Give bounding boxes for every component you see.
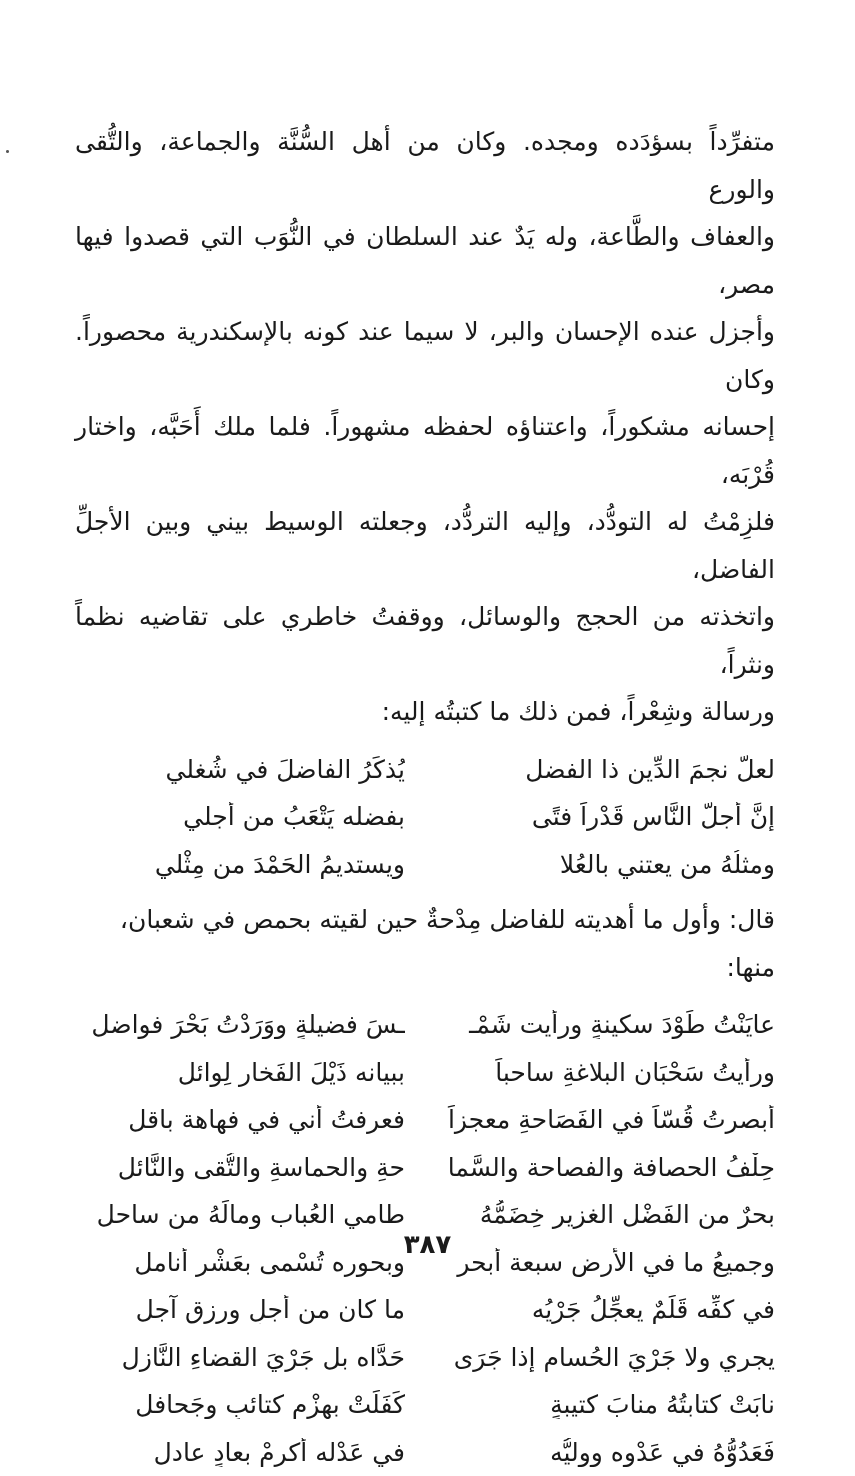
- scan-speck: [6, 150, 9, 153]
- verse-line: [75, 1096, 775, 1144]
- second-hemistich: يُذكِّرُ الفاضلَ في شُغلي: [75, 755, 405, 784]
- verse-line: [75, 1334, 775, 1382]
- poem-one: [75, 746, 775, 889]
- first-hemistich: ومثلُهُ من يعتني بالعُلا: [445, 850, 775, 879]
- verse-line: [75, 1049, 775, 1097]
- text-line: واتخذته من الحجج والوسائل، ووقفتُ خاطري على تقاضيه نظماً ونثراً،: [75, 593, 775, 688]
- second-hemistich: ببيانه ذَيْلَ الفَخارِ لِوائلِ: [75, 1058, 405, 1087]
- verse-line: [75, 1381, 775, 1429]
- verse-line: [75, 1429, 775, 1476]
- second-hemistich: في عَدْله أكرِمْ بعادٍ عادلِ: [75, 1438, 405, 1467]
- first-hemistich: في كفِّه قَلَمٌ يعجِّلُ جَرْيُه: [445, 1295, 775, 1324]
- spacer: [75, 888, 775, 896]
- text-line: فلزِمْتُ له التودُّد، وإليه التردُّد، وجعلته الوسيط بيني وبين الأجلِّ الفاضل،: [75, 498, 775, 593]
- book-page: [75, 118, 775, 1476]
- verse-line: [75, 1001, 775, 1049]
- second-hemistich: حَدَّاه بل جَرْيَ القضاءِ النَّازلِ: [75, 1343, 405, 1372]
- verse-line: [75, 1286, 775, 1334]
- verse-line: [75, 841, 775, 889]
- second-hemistich: بفضله يَتْعَبُ من أجلي: [75, 802, 405, 831]
- text-line: متفرِّداً بسؤدَده ومجده. وكان من أهل السُّنَّة والجماعة، والتُّقى والورع: [75, 118, 775, 213]
- text-line: قال: وأول ما أهديته للفاضل مِدْحةٌ حين لقيته بحمص في شعبان،: [75, 896, 775, 944]
- second-hemistich: حةِ والحماسةِ والتُّقى والنَّائلِ: [75, 1153, 405, 1182]
- text-line: إحسانه مشكوراً، واعتناؤه لحفظه مشهوراً. فلما ملك أَحَبَّه، واختار قُرْبَه،: [75, 403, 775, 498]
- second-hemistich: فعرفتُ أني في فهاهة باقلِ: [75, 1105, 405, 1134]
- first-hemistich: حِلْفُ الحصافة والفصاحة والسَّما: [445, 1153, 775, 1182]
- first-hemistich: فَعَدُوُّهُ في عَدْوه ووليُّه: [445, 1438, 775, 1467]
- second-hemistich: طامي العُباب ومالَهُ من ساحلِ: [75, 1200, 405, 1229]
- first-hemistich: ورأيتُ سَحْبَان البلاغةِ ساحباً: [445, 1058, 775, 1087]
- text-line: منها:: [75, 944, 775, 992]
- second-hemistich: وبحوره تُسْمى بعَشْرِ أناملِ: [75, 1248, 405, 1277]
- first-hemistich: لعلَّ نجمَ الدِّين ذا الفضل: [445, 755, 775, 784]
- second-hemistich: ويستديمُ الحَمْدَ من مِثْلي: [75, 850, 405, 879]
- verse-line: [75, 793, 775, 841]
- intro-paragraph: [75, 118, 775, 736]
- verse-line: [75, 746, 775, 794]
- middle-paragraph: [75, 896, 775, 991]
- first-hemistich: يجري ولا جَرْيَ الحُسامِ إذا جَرَى: [445, 1343, 775, 1372]
- text-line: وأجزل عنده الإحسان والبر، لا سيما عند كونه بالإسكندرية محصوراً. وكان: [75, 308, 775, 403]
- first-hemistich: بحرٌ من الفَضْلِ الغزيرِ خِضَمُّهُ: [445, 1200, 775, 1229]
- first-hemistich: إنَّ أجلَّ النَّاسِ قَدْراً فتًى: [445, 802, 775, 831]
- first-hemistich: وجميعُ ما في الأرض سبعة أبحر: [445, 1248, 775, 1277]
- page-number: ٣٨٧: [0, 1230, 855, 1260]
- first-hemistich: عايَنْتُ طَوْدَ سكينةٍ ورأيت شَمْـ: [445, 1010, 775, 1039]
- text-line: والعفاف والطَّاعة، وله يَدٌ عند السلطان في النُّوَب التي قصدوا فيها مصر،: [75, 213, 775, 308]
- first-hemistich: أبصرتُ قُسّاً في الفَصَاحةِ معجزاً: [445, 1105, 775, 1134]
- text-line: ورسالة وشِعْراً، فمن ذلك ما كتبتُه إليه:: [75, 688, 775, 736]
- second-hemistich: كَفَلَتْ بهزْمِ كتائبٍ وجَحافلِ: [75, 1390, 405, 1419]
- second-hemistich: ما كان من أجلٍ ورزقٍ آجلِ: [75, 1295, 405, 1324]
- first-hemistich: نابَتْ كتابتُهُ منابَ كتيبةٍ: [445, 1390, 775, 1419]
- verse-line: [75, 1144, 775, 1192]
- second-hemistich: ـسَ فضيلةٍ ووَرَدْتُ بَحْرَ فواضلِ: [75, 1010, 405, 1039]
